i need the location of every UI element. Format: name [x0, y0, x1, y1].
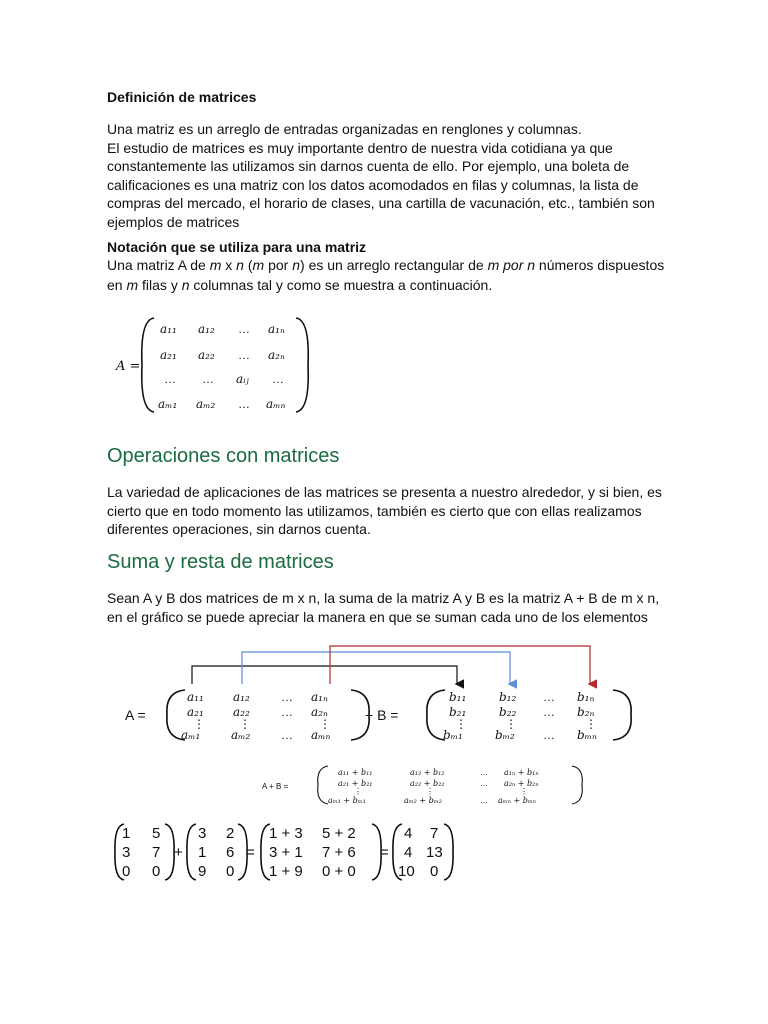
- text-run: m: [209, 257, 222, 273]
- right-paren: [572, 766, 582, 804]
- matrix-cell: 2: [226, 825, 235, 842]
- matrix-cell: a₁₁: [160, 322, 177, 336]
- matrix-cell: ⋮: [319, 717, 331, 731]
- label-a-plus-b: A + B =: [262, 782, 289, 791]
- matrix-cell: 9: [198, 863, 207, 880]
- matrix-cell: …: [543, 705, 555, 719]
- matrix-cell: …: [281, 690, 293, 704]
- matrix-cell: 7: [430, 825, 439, 842]
- right-paren: [613, 690, 631, 740]
- matrix-cell: aₘ₁ + bₘ₁: [328, 796, 366, 805]
- text-run: números dispuestos: [535, 257, 665, 273]
- text-run: por: [264, 257, 293, 273]
- matrix-cell: aₘ₁: [181, 728, 201, 742]
- paragraph-definicion: [107, 120, 667, 231]
- matrix-cell: 0: [152, 863, 161, 880]
- matrix-cell: a₁ₙ: [311, 690, 328, 704]
- matrix-cell: a₁₂ + b₁₂: [410, 768, 445, 777]
- matrix-cell: aₘ₁: [158, 397, 178, 411]
- paragraph-line: en el gráfico se puede apreciar la manera en que se suman cada uno de los elementos: [107, 608, 648, 625]
- matrix-cell: aₘₙ + bₘₙ: [498, 796, 536, 805]
- matrix-cell: 1: [198, 844, 207, 861]
- matrix-cell: a₁₂: [233, 690, 250, 704]
- matrix-cell: …: [272, 372, 284, 386]
- matrix-cell: 3: [122, 844, 131, 861]
- text-run: (: [243, 257, 253, 273]
- matrix-cell: 7 + 6: [322, 844, 356, 861]
- arrow-a12-b12: [242, 652, 510, 684]
- left-paren: [318, 766, 328, 804]
- matrix-cell: b₂₂: [499, 705, 517, 719]
- matrix-cell: 1 + 9: [269, 863, 303, 880]
- matrix-cell: a₂₂ + b₂₂: [410, 779, 445, 788]
- matrix-cell: a₁₁ + b₁₁: [338, 768, 373, 777]
- matrix-cell: 13: [426, 844, 443, 861]
- matrix-cell: ⋮: [193, 717, 205, 731]
- paragraph-line: [107, 275, 687, 295]
- matrix-cell: 5 + 2: [322, 825, 356, 842]
- paragraph-line: ejemplos de matrices: [107, 213, 240, 230]
- matrix-cell: ⋮: [239, 717, 251, 731]
- matrix-cell: ⋮: [585, 717, 597, 731]
- matrix-cell: aₘₙ: [266, 397, 286, 411]
- paragraph-notacion: [107, 255, 687, 295]
- left-paren: [142, 318, 154, 412]
- matrix-cell: b₂ₙ: [577, 705, 595, 719]
- matrix-cell: …: [543, 728, 555, 742]
- text-run: n: [181, 277, 190, 293]
- paragraph-line: Sean A y B dos matrices de m x n, la suma de la matriz A y B es la matriz A + B de m x n,: [107, 590, 660, 606]
- text-run: filas y: [138, 277, 182, 293]
- heading-suma-resta: Suma y resta de matrices: [107, 551, 334, 573]
- paragraph-line: [107, 255, 687, 275]
- paragraph-suma-resta: [107, 589, 677, 626]
- right-paren: [444, 824, 453, 880]
- matrix-cell: ⋮: [520, 787, 528, 796]
- matrix-cell: 6: [226, 844, 235, 861]
- matrix-cell: 5: [152, 825, 161, 842]
- matrix-cell: ⋮: [455, 717, 467, 731]
- text-run: x: [221, 257, 237, 273]
- matrix-cell: 1 + 3: [269, 825, 303, 842]
- matrix-cell: a₂ₙ: [311, 705, 328, 719]
- label-plus-b-equals: + B =: [365, 707, 399, 723]
- matrix-cell: b₁₂: [499, 690, 517, 704]
- matrix-cell: bₘ₂: [495, 728, 515, 742]
- paragraph-line: compras del mercado, el horario de clases, una cartilla de vacunación, etc., también son: [107, 195, 655, 211]
- text-run: n: [236, 257, 244, 273]
- matrix-cell: bₘ₁: [443, 728, 463, 742]
- right-paren: [296, 318, 308, 412]
- matrix-cell: a₂₁ + b₂₁: [338, 779, 373, 788]
- matrix-cell: ⋮: [426, 787, 434, 796]
- matrix-cell: 3 + 1: [269, 844, 303, 861]
- matrix-cell: a₁ₙ: [268, 322, 285, 336]
- matrix-cell: 0: [430, 863, 439, 880]
- matrix-cell: 1: [122, 825, 131, 842]
- text-run: columnas tal y como se muestra a continuación.: [189, 277, 493, 293]
- right-paren: [165, 824, 174, 880]
- heading-notacion: Notación que se utiliza para una matriz: [107, 239, 367, 255]
- paragraph-line: calificaciones es una matriz con los datos acomodados en filas y columnas, la lista de: [107, 176, 639, 193]
- heading-definicion: Definición de matrices: [107, 89, 257, 105]
- matrix-cell: …: [164, 372, 176, 386]
- paragraph-line: Una matriz es un arreglo de entradas organizadas en renglones y columnas.: [107, 121, 582, 137]
- matrix-cell: bₘₙ: [577, 728, 597, 742]
- matrix-cell: aₘₙ: [311, 728, 331, 742]
- matrix-cell: 3: [198, 825, 207, 842]
- matrix-cell: …: [281, 728, 293, 742]
- equals-sign: =: [380, 844, 389, 861]
- heading-operaciones: Operaciones con matrices: [107, 445, 340, 467]
- text-run: m: [126, 277, 139, 293]
- matrix-cell: 0: [226, 863, 235, 880]
- matrix-cell: a₂₁: [160, 348, 177, 362]
- numeric-sum-example: [112, 820, 472, 884]
- left-paren: [187, 824, 196, 880]
- matrix-label: A =: [116, 359, 141, 374]
- matrix-a-figure: [110, 310, 320, 420]
- matrix-cell: …: [480, 796, 488, 805]
- text-run: en: [107, 277, 127, 293]
- text-run: m: [252, 257, 265, 273]
- matrix-cell: aₘ₂: [196, 397, 216, 411]
- text-run: Una matriz A de: [107, 257, 210, 273]
- matrix-cell: 4: [404, 825, 413, 842]
- matrix-cell: ⋮: [354, 787, 362, 796]
- paragraph-line: diferentes operaciones, sin darnos cuenta.: [107, 521, 371, 537]
- label-a-equals: A =: [125, 707, 146, 723]
- text-run: ) es un arreglo rectangular de: [300, 257, 488, 273]
- plus-sign: +: [174, 844, 183, 861]
- paragraph-line: El estudio de matrices es muy importante dentro de nuestra vida cotidiana ya que: [107, 139, 613, 156]
- matrix-cell: 0 + 0: [322, 863, 356, 880]
- paragraph-line: constantemente las utilizamos sin darnos cuenta de ello. Por ejemplo, una boleta de: [107, 158, 630, 174]
- matrix-cell: …: [238, 348, 250, 362]
- matrix-cell: a₁ₙ + b₁ₙ: [504, 768, 539, 777]
- matrix-cell: …: [480, 779, 488, 788]
- text-run: m por n: [487, 257, 536, 273]
- matrix-cell: …: [543, 690, 555, 704]
- arrow-a11-b11: [192, 666, 457, 684]
- paragraph-line: cierto que en todo momento las utilizamos, también es cierto que con ellas realizamos: [107, 502, 642, 519]
- matrix-cell: b₂₁: [449, 705, 467, 719]
- matrix-cell: a₂ₙ: [268, 348, 285, 362]
- matrix-cell: b₁₁: [449, 690, 467, 704]
- matrix-cell: 4: [404, 844, 413, 861]
- matrix-cell: a₂ₙ + b₂ₙ: [504, 779, 539, 788]
- matrix-cell: …: [281, 705, 293, 719]
- matrix-cell: …: [238, 322, 250, 336]
- paragraph-line: La variedad de aplicaciones de las matrices se presenta a nuestro alrededor, y si bien, es: [107, 484, 662, 500]
- paragraph-operaciones: [107, 483, 677, 539]
- matrix-cell: a₂₂: [233, 705, 250, 719]
- matrix-cell: aᵢⱼ: [236, 372, 249, 386]
- matrix-cell: …: [480, 768, 488, 777]
- matrix-cell: aₘ₂: [231, 728, 251, 742]
- matrix-cell: …: [238, 397, 250, 411]
- matrix-cell: b₁ₙ: [577, 690, 595, 704]
- matrix-cell: aₘ₂ + bₘ₂: [404, 796, 442, 805]
- equals-sign: =: [246, 844, 255, 861]
- matrix-cell: 10: [398, 863, 415, 880]
- sum-diagram: [115, 640, 645, 750]
- matrix-cell: a₂₂: [198, 348, 215, 362]
- matrix-cell: 0: [122, 863, 131, 880]
- text-run: n: [292, 257, 301, 273]
- matrix-cell: a₂₁: [187, 705, 204, 719]
- matrix-cell: a₁₂: [198, 322, 215, 336]
- sum-expanded-matrix: [258, 762, 588, 810]
- matrix-cell: 7: [152, 844, 161, 861]
- matrix-cell: …: [202, 372, 214, 386]
- matrix-cell: ⋮: [505, 717, 517, 731]
- matrix-cell: a₁₁: [187, 690, 204, 704]
